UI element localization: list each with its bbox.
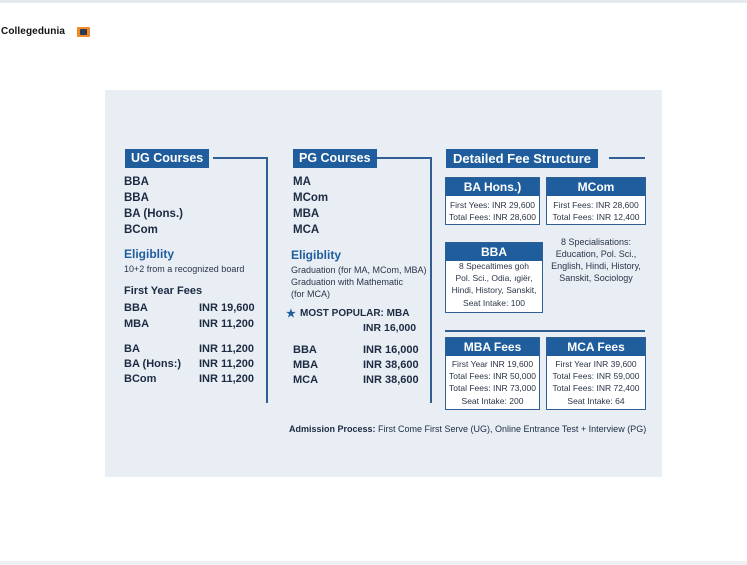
detailed-fee-header: Detailed Fee Structure	[446, 149, 598, 168]
card-line: Hindi, History, Sanskit,	[451, 285, 537, 295]
pg-courses-header: PG Courses	[293, 149, 377, 168]
ug-fee-course: BA	[124, 343, 140, 355]
pg-course-item: MBA	[293, 208, 320, 220]
specialisation-line: English, Hindi, History,	[551, 261, 641, 271]
ug-fee-amount: INR 11,200	[199, 373, 255, 385]
ug-fee-course: MBA	[124, 318, 150, 330]
card-line: Total Fees: INR 73,000	[449, 383, 536, 393]
card-line: First Year INR 39,600	[555, 359, 637, 369]
pg-eligibility-title: Eligiblity	[291, 248, 342, 262]
ug-fee-amount: INR 11,200	[199, 358, 255, 370]
star-icon: ★	[286, 308, 296, 320]
ug-eligibility-text: 10+2 from a recognized board	[124, 264, 245, 274]
card-line: Total Fees: INR 50,000	[449, 371, 536, 381]
specialisation-line: 8 Specialisations:	[560, 237, 632, 247]
mcom-card-title: MCom	[547, 178, 645, 196]
bba-fee-card	[445, 242, 543, 313]
bottom-divider	[0, 561, 747, 565]
pg-header-rule	[377, 157, 431, 159]
ug-fee-amount: INR 11,200	[199, 318, 255, 330]
ug-course-item: BCom	[124, 224, 158, 236]
ba-hons-card-title: BA Hons.)	[446, 178, 539, 196]
card-line: First Year INR 19,600	[451, 359, 534, 369]
brand-logo-text[interactable]: Collegedunia	[1, 26, 65, 37]
card-line: Total Fees: INR 72,400	[552, 383, 640, 393]
ug-courses-header: UG Courses	[125, 149, 209, 168]
ug-fee-course: BA (Hons:)	[124, 358, 182, 370]
pg-eligibility-line: Graduation with Mathematic	[291, 277, 404, 287]
admission-text: First Come First Serve (UG), Online Entrance Test + Interview (PG)	[375, 424, 647, 434]
ug-eligibility-title: Eligiblity	[124, 247, 175, 261]
mcom-fee-card	[546, 177, 646, 225]
card-line: Total Fees: INR 12,400	[552, 212, 640, 222]
admission-process	[289, 424, 646, 434]
ug-fee-amount: INR 11,200	[199, 343, 255, 355]
pg-course-item: MA	[293, 176, 311, 188]
mba-fee-card	[445, 337, 540, 410]
pg-course-item: MCA	[293, 224, 320, 236]
ug-course-item: BBA	[124, 176, 149, 188]
site-header	[1, 26, 90, 37]
pg-fee-amount: INR 16,000	[363, 344, 419, 356]
admission-label: Admission Process:	[289, 424, 376, 434]
ug-fees-title: First Year Fees	[124, 285, 203, 297]
pg-eligibility-line: Graduation (for MA, MCom, MBA)	[291, 265, 427, 275]
bba-card-title: BBA	[446, 243, 542, 261]
most-popular-label: MOST POPULAR: MBA	[300, 308, 410, 319]
ug-fee-course: BBA	[124, 302, 148, 314]
most-popular-fee: INR 16,000	[363, 322, 417, 334]
pg-fee-amount: INR 38,600	[363, 374, 419, 386]
card-line: Total Fees: INR 59,000	[552, 371, 640, 381]
mca-fee-card	[546, 337, 646, 410]
specialisation-line: Sanskit, Sociology	[559, 273, 633, 283]
pg-fee-course: BBA	[293, 344, 317, 356]
brand-logo-icon[interactable]	[77, 26, 90, 37]
section-divider	[445, 330, 645, 332]
specialisation-line: Education, Pol. Sci.,	[555, 249, 637, 259]
card-line: Total Fees: INR 28,600	[449, 212, 536, 222]
detailed-header-rule	[609, 157, 645, 159]
card-line: First Yees: INR 29,600	[449, 200, 536, 210]
pg-fee-course: MBA	[293, 359, 319, 371]
ug-course-item: BBA	[124, 192, 149, 204]
card-line: Seat Intake: 100	[463, 298, 525, 308]
pg-fee-amount: INR 38,600	[363, 359, 419, 371]
pg-fee-course: MCA	[293, 374, 319, 386]
card-line: Pol. Sci., Odia, ıgiër,	[455, 273, 533, 283]
ug-fee-course: BCom	[124, 373, 157, 385]
ug-column-divider	[266, 157, 268, 403]
pg-eligibility-line: (for MCA)	[291, 289, 330, 299]
pg-course-item: MCom	[293, 192, 329, 204]
top-divider	[0, 0, 747, 3]
card-line: 8 Specaltimes ɡoh	[459, 261, 529, 271]
ug-header-rule	[213, 157, 267, 159]
card-line: Seat Intake: 64	[567, 396, 625, 406]
card-line: Seat Intake: 200	[461, 396, 524, 406]
mca-card-title: MCA Fees	[547, 338, 645, 356]
ba-hons-fee-card	[445, 177, 540, 225]
mba-card-title: MBA Fees	[446, 338, 539, 356]
ug-fee-amount: INR 19,600	[199, 302, 255, 314]
pg-column-divider	[430, 157, 432, 403]
fee-structure-infographic	[105, 90, 662, 477]
ug-course-item: BA (Hons.)	[124, 208, 183, 220]
card-line: First Fees: INR 28,600	[553, 200, 639, 210]
